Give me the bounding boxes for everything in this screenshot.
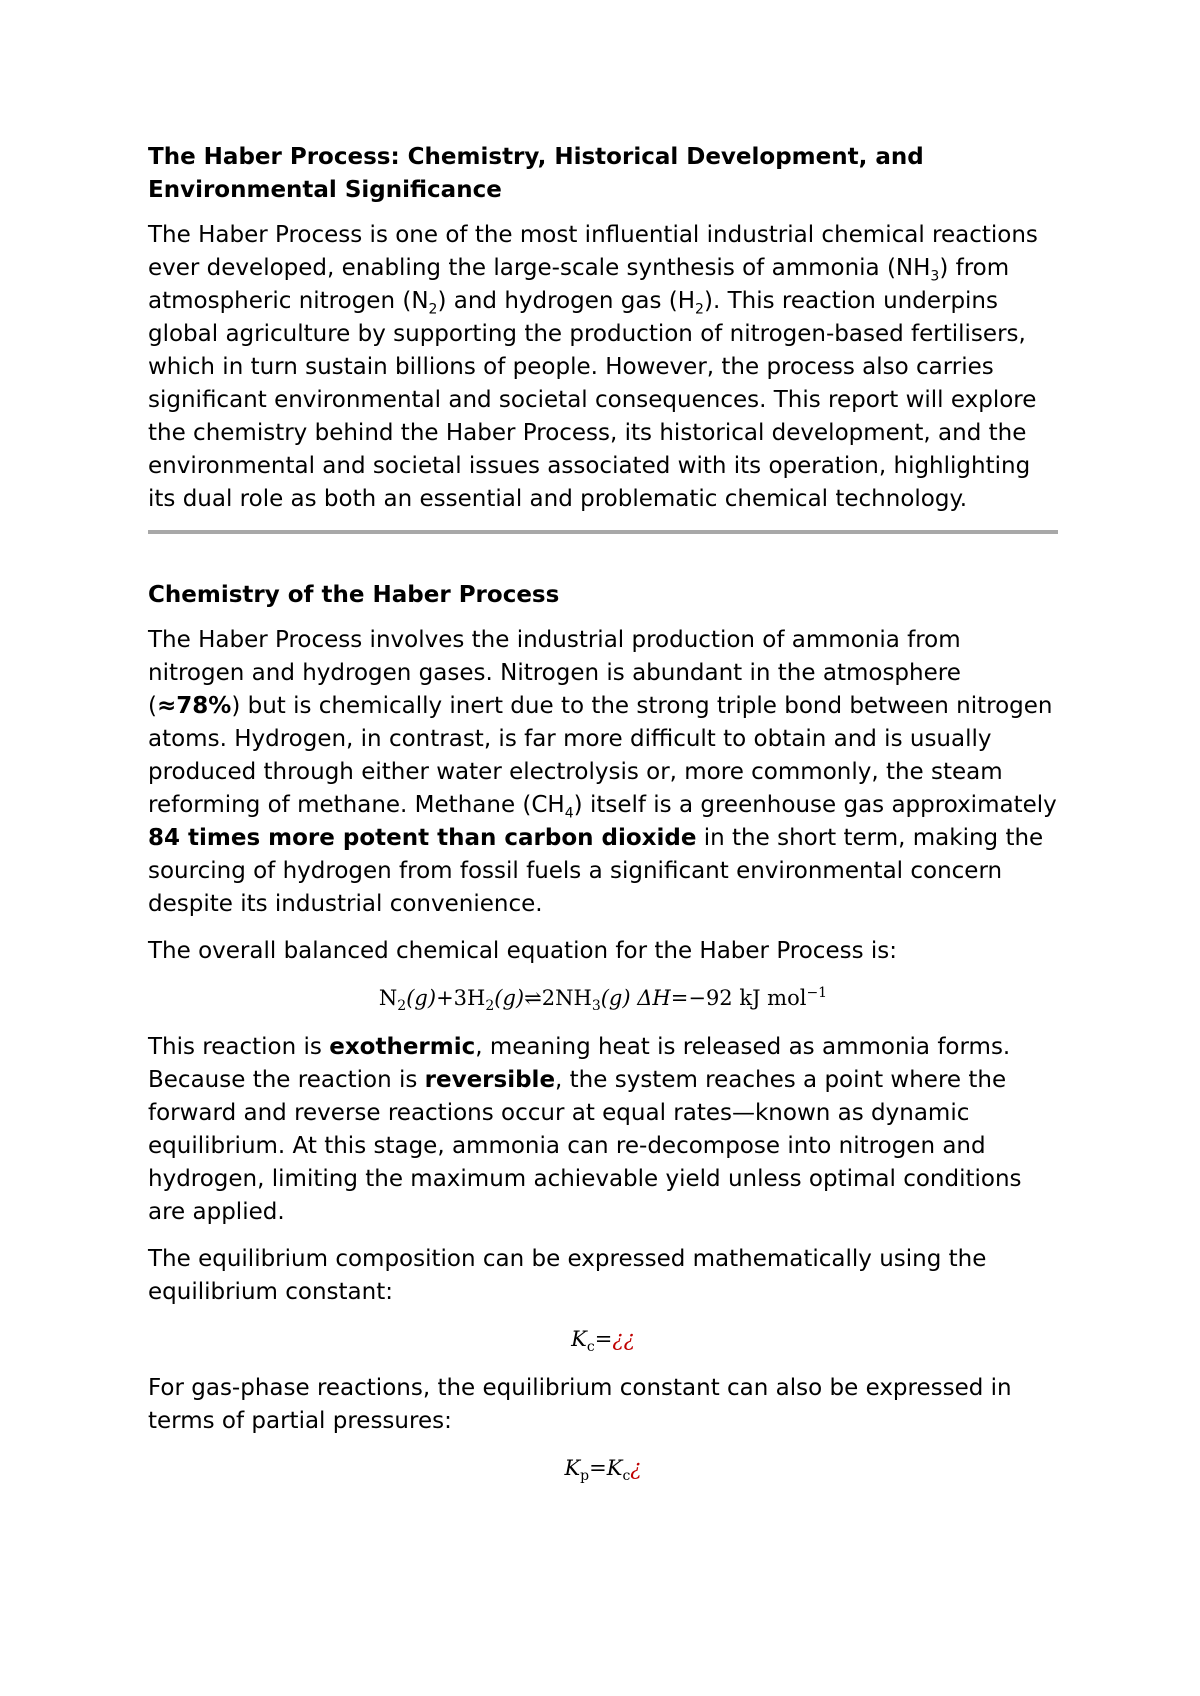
subscript: c (586, 1339, 595, 1356)
document-title: The Haber Process: Chemistry, Historical Development, and Environmental Significance (148, 144, 924, 203)
text: ) from atmospheric nitrogen ( (148, 255, 1010, 314)
eq-text: +3 (436, 986, 468, 1010)
eq-text: = (594, 1327, 613, 1351)
eq-symbol: K (606, 1456, 623, 1480)
horizontal-divider (148, 530, 1058, 534)
haber-equation (148, 982, 1058, 1015)
subscript: 2 (695, 301, 704, 318)
document-body (148, 141, 1058, 1501)
eq-text: = (589, 1456, 607, 1480)
text: ) and hydrogen gas ( (437, 288, 678, 314)
subscript: p (580, 1468, 590, 1485)
section-heading: Chemistry of the Haber Process (148, 582, 560, 608)
intro-paragraph (148, 219, 1058, 516)
eq-text: H (467, 986, 486, 1010)
subscript: c (622, 1468, 631, 1485)
eq-symbol: K (564, 1456, 581, 1480)
ch4-formula (531, 792, 574, 822)
formula-base: NH (895, 255, 931, 281)
kc-equation (148, 1323, 1058, 1356)
text: The Haber Process is one of the most influential industrial chemical reactions ever developed, enabling the large-scale synthesis of ammonia ( (148, 222, 1038, 281)
render-error-glyph: ¿ (630, 1456, 642, 1480)
formula-base: H (677, 288, 696, 314)
bold-text: ≈78% (156, 693, 232, 719)
text: , meaning heat is released as ammonia forms. Because the reaction is (148, 1034, 1011, 1093)
superscript: −1 (806, 985, 828, 1001)
h2-formula (677, 288, 704, 318)
chemistry-paragraph (148, 624, 1058, 921)
bold-text: exothermic (329, 1034, 476, 1060)
eq-text: NH (555, 986, 592, 1010)
subscript: 2 (397, 998, 407, 1015)
text: This reaction is (148, 1034, 330, 1060)
subscript: 2 (428, 301, 438, 318)
n2-formula (411, 288, 438, 318)
formula-base: N (411, 288, 429, 314)
subscript: 3 (930, 268, 940, 285)
state-symbol: (g) (600, 986, 631, 1010)
state-symbol: (g) (406, 986, 437, 1010)
equilibrium-paragraph: The equilibrium composition can be expressed mathematically using the equilibrium constant: (148, 1246, 987, 1305)
eq-text: 2 (541, 986, 556, 1010)
reaction-paragraph (148, 1031, 1058, 1229)
subscript: 4 (564, 805, 574, 822)
eq-text: N (378, 986, 398, 1010)
text: , the system reaches a point where the forward and reverse reactions occur at equal rates—known as dynamic equilibrium. At this stage, ammonia can re-decompose into nitrogen and hydrogen, limiting the maximum achievable yield unless optimal conditions are applied. (148, 1067, 1022, 1225)
text: ) but is chemically inert due to the strong triple bond between nitrogen atoms. Hydrogen, in contrast, is far more difficult to obtain and is usually produced through either water electrolysis or, more commonly, the steam reforming of methane. Methane ( (148, 693, 1053, 818)
bold-text: reversible (424, 1067, 556, 1093)
equilibrium-arrow-icon: ⇌ (524, 986, 542, 1010)
state-symbol: (g) (494, 986, 525, 1010)
equation-intro: The overall balanced chemical equation for the Haber Process is: (148, 938, 898, 964)
nh3-formula (895, 255, 940, 285)
kp-equation (148, 1452, 1058, 1485)
eq-text: =−92 kJ mol (670, 986, 807, 1010)
text: The Haber Process involves the industrial production of ammonia from nitrogen and hydrogen gases. Nitrogen is abundant in the atmosphere ( (148, 627, 961, 719)
render-error-glyph: ¿¿ (612, 1327, 635, 1351)
bold-text: 84 times more potent than carbon dioxide (148, 825, 697, 851)
partial-pressure-paragraph: For gas-phase reactions, the equilibrium constant can also be expressed in terms of partial pressures: (148, 1375, 1012, 1434)
eq-symbol: K (571, 1327, 587, 1351)
text: ) itself is a greenhouse gas approximately (573, 792, 1057, 818)
subscript: 2 (485, 998, 495, 1015)
enthalpy-symbol: ΔH (637, 986, 671, 1010)
subscript: 3 (591, 998, 601, 1015)
formula-base: CH (531, 792, 565, 818)
text: ). This reaction underpins global agriculture by supporting the production of nitrogen-based fertilisers, which in turn sustain billions of people. However, the process also carries significant environmental and societal consequences. This report will explore the chemistry behind the Haber Process, its historical development, and the environmental and societal issues associated with its operation, highlighting its dual role as both an essential and problematic chemical technology. (148, 288, 1037, 512)
text: in the short term, making the sourcing of hydrogen from fossil fuels a significant environmental concern despite its industrial convenience. (148, 825, 1044, 917)
